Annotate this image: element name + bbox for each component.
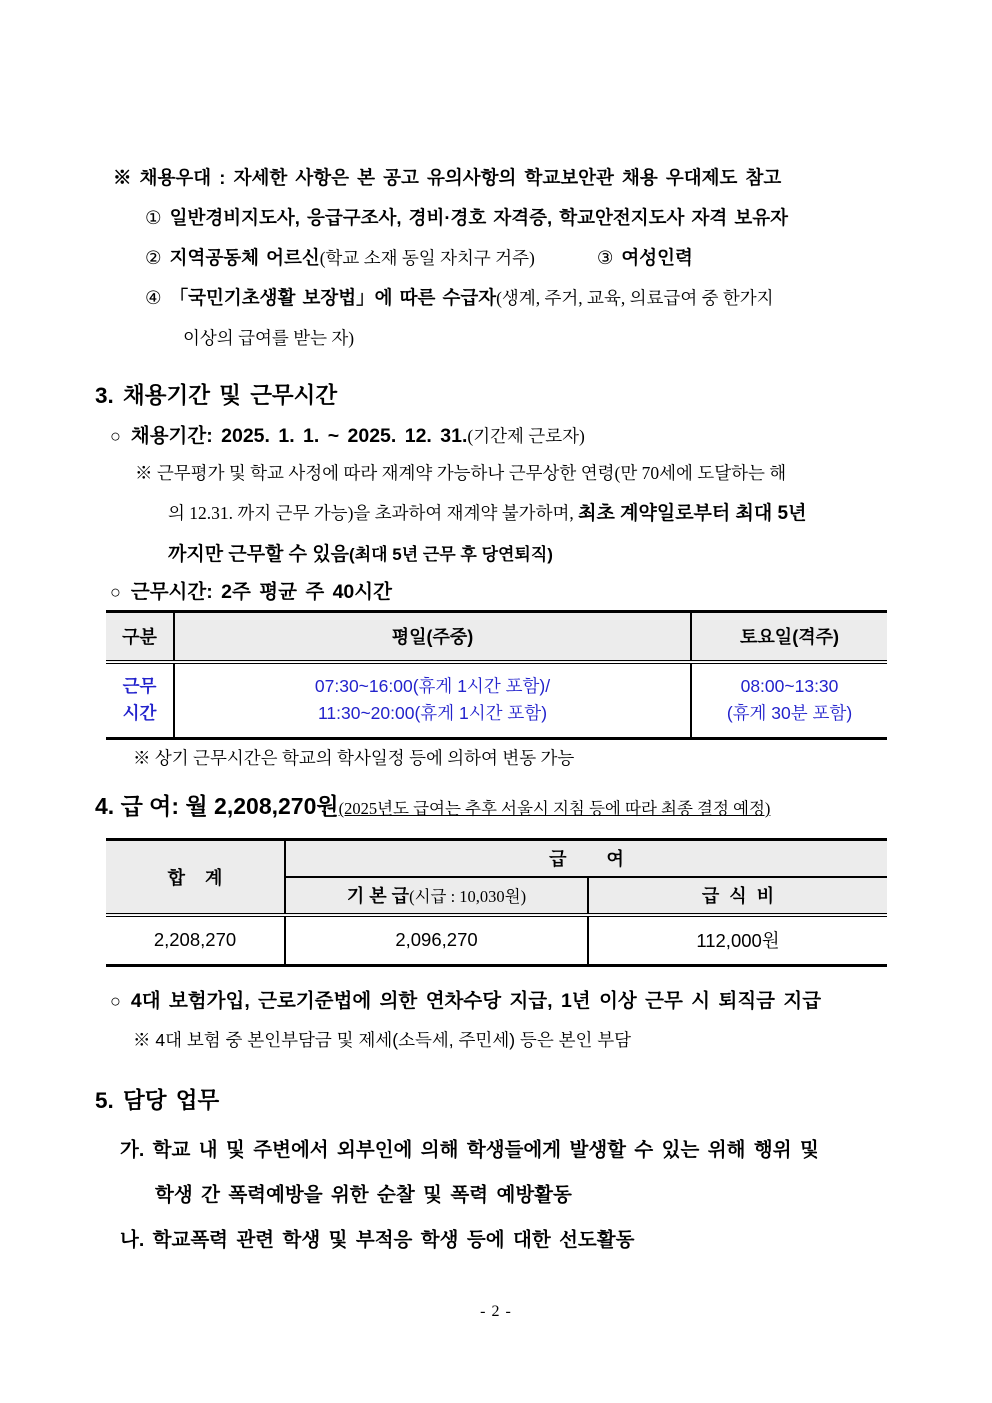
- meal-allowance-header-cell: 급 식 비: [588, 877, 887, 915]
- weekday-hours-line2: 11:30~20:00(휴게 1시간 포함): [317, 703, 548, 724]
- circle-bullet: ○: [110, 991, 121, 1011]
- duty-item-ga-line1: 가. 학교 내 및 주변에서 외부인에 의해 학생들에게 발생할 수 있는 위해 행위 및: [120, 1139, 819, 1161]
- col-header-weekday: 평일(주중): [174, 612, 691, 662]
- preference-item-4: [145, 278, 913, 318]
- meal-allowance-value-cell: 112,000원: [588, 915, 887, 966]
- note-line-1-text: 근무평가 및 학교 사정에 따라 재계약 가능하나 근무상한 연령(만 70세에 도달하는 해: [156, 463, 787, 483]
- work-hours-table: [106, 610, 887, 740]
- preference-heading-text: 채용우대 : 자세한 사항은 본 공고 유의사항의 학교보안관 채용 우대제도 참고: [139, 167, 782, 188]
- base-pay-label: 기 본 급: [346, 886, 410, 906]
- note-line-3-bold: 까지만 근무할 수 있음: [168, 544, 350, 565]
- saturday-hours-line1: 08:00~13:30: [740, 676, 839, 697]
- row-label-line1: 근무: [122, 676, 157, 697]
- circled-number-1: ①: [145, 207, 162, 228]
- work-hours-table-note: ※ 상기 근무시간은 학교의 학사일정 등에 의하여 변동 가능: [133, 748, 575, 768]
- insurance-note: ※ 4대 보험 중 본인부담금 및 제세(소득세, 주민세) 등은 본인 부담: [133, 1030, 632, 1050]
- weekday-hours-cell: [174, 662, 691, 739]
- work-hours-data-row: [106, 662, 887, 739]
- work-hours-header-row: [106, 612, 887, 662]
- base-pay-header-cell: [285, 877, 588, 915]
- preference-item-2-3-row: [145, 238, 913, 278]
- insurance-line: [110, 985, 821, 1013]
- preference-item-3-text: 여성인력: [621, 247, 693, 268]
- insurance-text: 4대 보험가입, 근로기준법에 의한 연차수당 지급, 1년 이상 근무 시 퇴직금 지급: [130, 990, 822, 1012]
- page-number: - 2 -: [480, 1303, 512, 1320]
- base-pay-value-cell: 2,096,270: [285, 915, 588, 966]
- note-line-2-bold: 최초 계약일로부터 최대 5년: [578, 503, 807, 524]
- preference-item-2-paren: (학교 소재 동일 자치구 거주): [319, 248, 535, 268]
- circle-bullet: ○: [110, 582, 121, 602]
- note-line-1: [135, 453, 925, 493]
- period-text: 채용기간: 2025. 1. 1. ~ 2025. 12. 31.: [130, 425, 468, 447]
- total-value-cell: 2,208,270: [153, 929, 237, 951]
- note-line-3-paren: (최대 5년 근무 후 당연퇴직): [349, 545, 553, 564]
- note-line-2: [168, 493, 925, 534]
- col-header-gubun: 구분: [106, 612, 174, 662]
- saturday-hours-line2: (휴게 30분 포함): [726, 703, 853, 724]
- section5-items: [120, 1128, 920, 1263]
- salary-group-header-cell: 급 여: [285, 840, 887, 877]
- preference-item-1: [145, 198, 913, 238]
- period-paren: (기간제 근로자): [467, 426, 585, 446]
- reference-marker: ※: [135, 463, 153, 483]
- section4-title-paren: (2025년도 급여는 추후 서울시 지침 등에 따라 최종 결정 예정): [338, 799, 771, 818]
- total-header-cell: 합 계: [106, 840, 285, 915]
- section3-title: 3. 채용기간 및 근무시간: [95, 383, 338, 408]
- preference-item-1-text: 일반경비지도사, 응급구조사, 경비·경호 자격증, 학교안전지도사 자격 보유자: [169, 207, 789, 228]
- preference-item-2-text: 지역공동체 어르신: [169, 247, 320, 268]
- preference-heading: [113, 158, 913, 198]
- circle-bullet: ○: [110, 426, 121, 446]
- base-pay-paren: (시급 : 10,030원): [409, 887, 527, 906]
- section3-period-line: [110, 420, 585, 448]
- salary-table: [106, 838, 887, 967]
- preference-note-block: [113, 158, 913, 358]
- salary-value-row: [106, 915, 887, 966]
- salary-header-row-1: [106, 840, 887, 877]
- preference-item-4-continuation: 이상의 급여를 받는 자): [183, 328, 355, 348]
- section4-title: [95, 788, 770, 821]
- section3-hours-line: [110, 576, 392, 604]
- preference-item-4-paren: (생계, 주거, 교육, 의료급여 중 한가지: [496, 288, 774, 308]
- note-line-3: [168, 534, 925, 575]
- circled-number-4: ④: [145, 287, 162, 308]
- duty-item-ga-line2: 학생 간 폭력예방을 위한 순찰 및 폭력 예방활동: [155, 1184, 572, 1206]
- section3-note-block: [135, 453, 925, 575]
- saturday-hours-cell: [691, 662, 887, 739]
- circled-number-2: ②: [145, 247, 162, 268]
- section5-title: 5. 담당 업무: [95, 1088, 220, 1113]
- weekday-hours-line1: 07:30~16:00(휴게 1시간 포함)/: [314, 676, 551, 697]
- hours-text: 근무시간: 2주 평균 주 40시간: [130, 581, 392, 603]
- preference-item-4-text: 「국민기초생활 보장법」에 따른 수급자: [169, 287, 497, 308]
- duty-item-na: 나. 학교폭력 관련 학생 및 부적응 학생 등에 대한 선도활동: [120, 1229, 635, 1251]
- circled-number-3: ③: [596, 247, 614, 268]
- row-label-line2: 시간: [122, 703, 157, 724]
- section4-title-main: 4. 급 여: 월 2,208,270원: [95, 793, 339, 819]
- row-label-work-time: [106, 662, 174, 739]
- note-line-2-normal: 의 12.31. 까지 근무 가능)을 초과하여 재계약 불가하며,: [168, 503, 579, 523]
- col-header-saturday: 토요일(격주): [691, 612, 887, 662]
- reference-marker: ※: [113, 167, 132, 188]
